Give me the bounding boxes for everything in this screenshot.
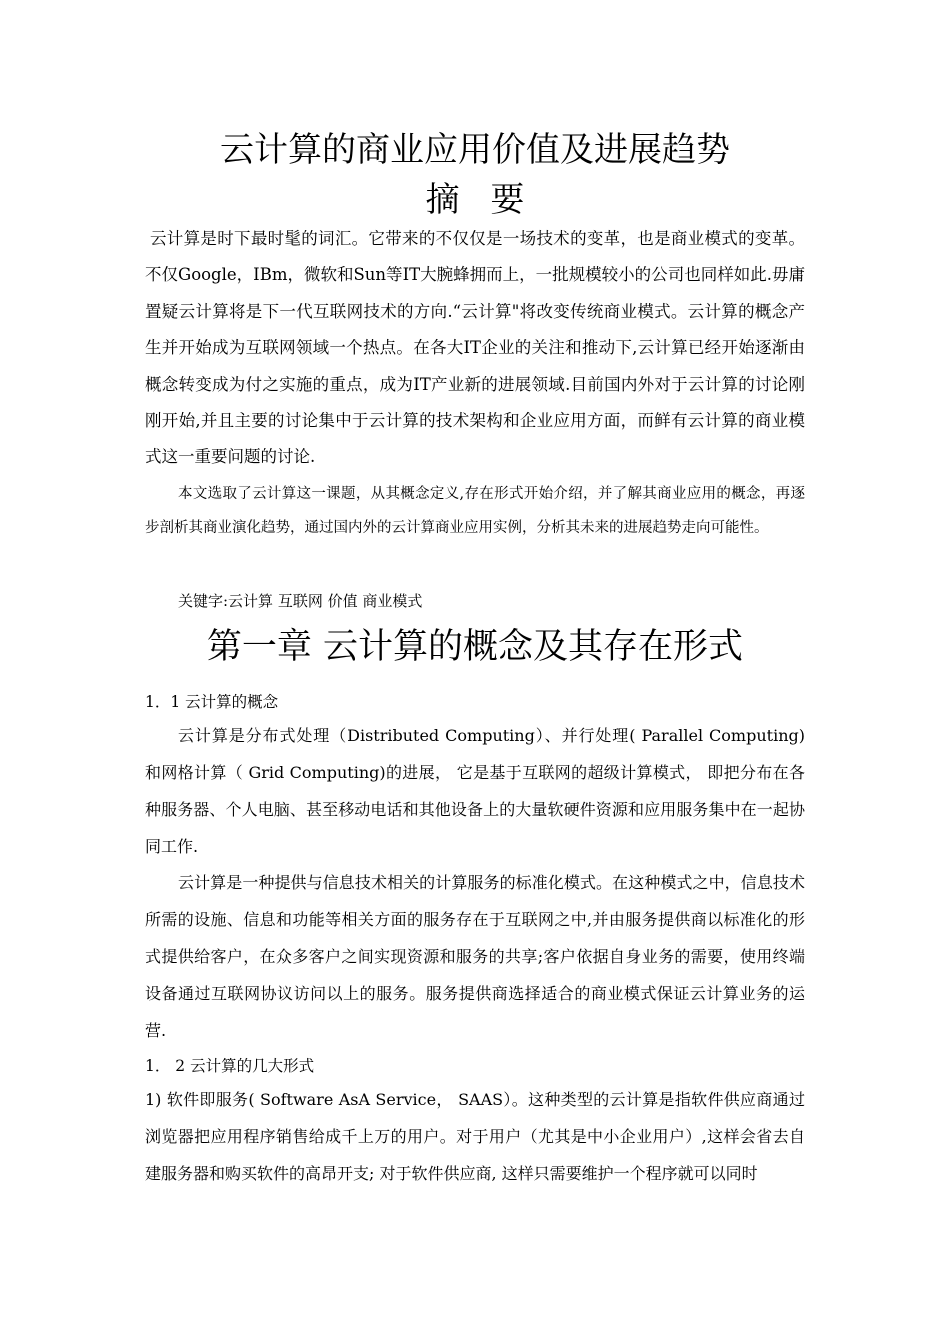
section-1-1-paragraph-1: 云计算是分布式处理（Distributed Computing）、并行处理( Parallel Computing) 和网格计算（ Grid Computing)的进展， 它是基于互联网的超级计算模式， 即把分布在各种服务器、个人电脑、甚至移动电话和其他设备上的大量软硬件资源和应用服务集中在一起协同工作. [145, 726, 805, 856]
section-1-2-paragraph-1: 1) 软件即服务( Software AsA Service， SAAS）。这种类型的云计算是指软件供应商通过浏览器把应用程序销售给成千上万的用户。对于用户（尤其是中小企业用户）,这样会省去自建服务器和购买软件的高昂开支; 对于软件供应商, 这样只需要维护一个程序就可以同时 [145, 1090, 805, 1183]
section-1-1-paragraph-2: 云计算是一种提供与信息技术相关的计算服务的标准化模式。在这种模式之中，信息技术所需的设施、信息和功能等相关方面的服务存在于互联网之中,并由服务提供商以标准化的形式提供给客户，在众多客户之间实现资源和服务的共享;客户依据自身业务的需要，使用终端设备通过互联网协议访问以上的服务。服务提供商选择适合的商业模式保证云计算业务的运营. [145, 873, 805, 1040]
abstract-paragraph-2: 本文选取了云计算这一课题，从其概念定义,存在形式开始介绍，并了解其商业应用的概念，再逐步剖析其商业演化趋势，通过国内外的云计算商业应用实例，分析其未来的进展趋势走向可能性。 [145, 486, 805, 536]
document-title: 云计算的商业应用价值及进展趋势 [220, 130, 730, 170]
abstract-heading: 摘 要 [425, 180, 525, 220]
section-1-1-heading: 1．1 云计算的概念 [145, 693, 279, 711]
abstract-paragraph-1: 云计算是时下最时髦的词汇。它带来的不仅仅是一场技术的变革，也是商业模式的变革。不仅Google，IBm，微软和Sun等IT大腕蜂拥而上，一批规模较小的公司也同样如此.毋庸置疑云计算将是下一代互联网技术的方向.“云计算"将改变传统商业模式。云计算的概念产生并开始成为互联网领域一个热点。在各大IT企业的关注和推动下,云计算已经开始逐渐由概念转变成为付之实施的重点，成为IT产业新的进展领域.目前国内外对于云计算的讨论刚刚开始,并且主要的讨论集中于云计算的技术架构和企业应用方面，而鲜有云计算的商业模式这一重要问题的讨论. [145, 229, 805, 467]
chapter-1-title: 第一章 云计算的概念及其存在形式 [206, 627, 744, 667]
section-1-2-heading: 1． 2 云计算的几大形式 [145, 1057, 315, 1075]
keywords-line: 关键字:云计算 互联网 价值 商业模式 [178, 592, 423, 610]
